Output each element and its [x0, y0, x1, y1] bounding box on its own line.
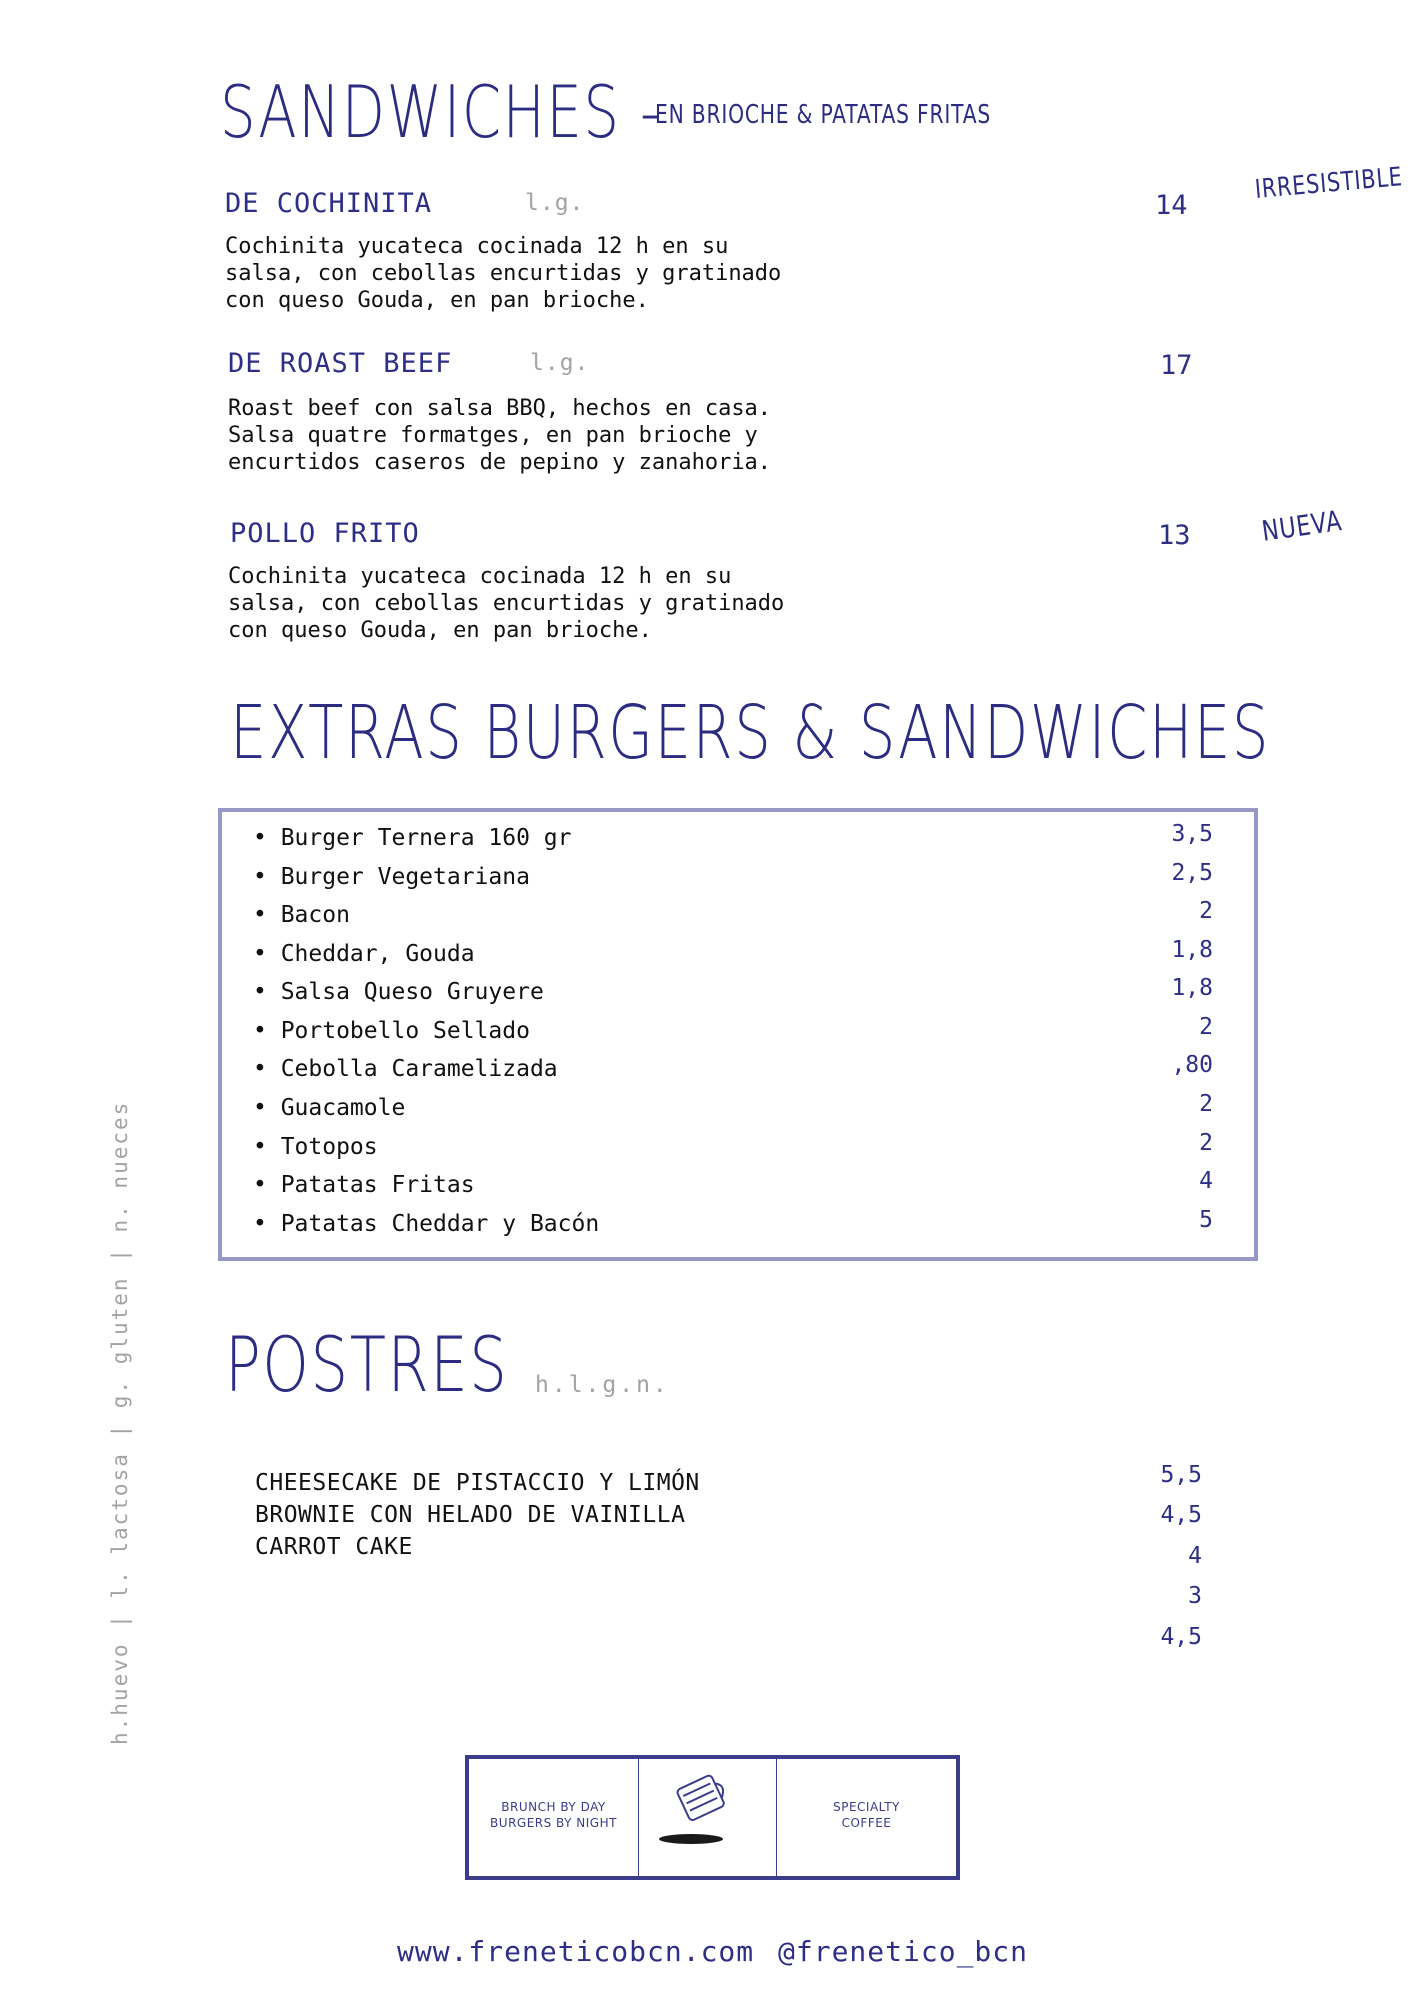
- brand-tagline-cell: [469, 1759, 639, 1876]
- extras-row: [253, 898, 1213, 940]
- sandwich-price: 14: [1155, 190, 1188, 221]
- extras-row: [253, 975, 1213, 1017]
- extras-row: [253, 937, 1213, 979]
- dessert-price: 3: [1188, 1583, 1202, 1609]
- extra-price: 4: [1199, 1168, 1213, 1194]
- brand-coffee-cell: [777, 1759, 956, 1876]
- sandwiches-subheading: EN BRIOCHE & PATATAS FRITAS: [655, 100, 992, 130]
- sandwich-name: DE COCHINITA: [225, 188, 433, 219]
- sandwich-tag: IRRESISTIBLE: [1253, 162, 1404, 205]
- extras-row: [253, 1168, 1213, 1210]
- extras-row: [253, 860, 1213, 902]
- extra-price: 2: [1199, 1014, 1213, 1040]
- extra-price: 1,8: [1171, 975, 1213, 1001]
- extra-price: 2: [1199, 1130, 1213, 1156]
- brand-coffee-label: SPECIALTY COFFEE: [833, 1800, 900, 1830]
- extra-price: 2: [1199, 1091, 1213, 1117]
- extra-name: • Cheddar, Gouda: [253, 941, 475, 967]
- dessert-price: 4,5: [1160, 1502, 1202, 1528]
- extra-price: 3,5: [1171, 821, 1213, 847]
- extra-name: • Patatas Fritas: [253, 1172, 475, 1198]
- dessert-price: 4,5: [1160, 1624, 1202, 1650]
- extra-name: • Bacon: [253, 902, 350, 928]
- extra-price: 5: [1199, 1207, 1213, 1233]
- sandwich-tag: NUEVA: [1259, 503, 1345, 548]
- brand-icon-cell: [639, 1759, 777, 1876]
- sandwich-name: DE ROAST BEEF: [228, 348, 453, 379]
- allergen-legend: h.huevo | l. lactosa | g. gluten | n. nueces: [108, 1100, 132, 1745]
- footer-instagram[interactable]: @frenetico_bcn: [778, 1935, 1029, 1968]
- sandwich-name: POLLO FRITO: [230, 518, 420, 549]
- extra-name: • Portobello Sellado: [253, 1018, 530, 1044]
- sandwich-allergens: l.g.: [525, 190, 585, 216]
- sandwich-description: Cochinita yucateca cocinada 12 h en su salsa, con cebollas encurtidas y gratinado con queso Gouda, en pan brioche.: [225, 234, 782, 313]
- extras-row: [253, 1091, 1213, 1133]
- postres-allergens: h.l.g.n.: [535, 1372, 670, 1398]
- sandwiches-heading: SANDWICHES -: [220, 70, 662, 154]
- extra-name: • Patatas Cheddar y Bacón: [253, 1211, 600, 1237]
- extra-price: 1,8: [1171, 937, 1213, 963]
- extra-price: 2: [1199, 898, 1213, 924]
- extra-name: • Cebolla Caramelizada: [253, 1056, 558, 1082]
- sandwich-price: 17: [1160, 350, 1193, 381]
- dessert-item: CARROT CAKE: [255, 1534, 413, 1560]
- brand-logo-box: [465, 1755, 960, 1880]
- sandwich-allergens: l.g.: [530, 350, 590, 376]
- extras-row: [253, 1014, 1213, 1056]
- extras-row: [253, 1130, 1213, 1172]
- dessert-price: 4: [1188, 1543, 1202, 1569]
- dessert-item: CHEESECAKE DE PISTACCIO Y LIMÓN: [255, 1470, 700, 1496]
- sandwich-description: Cochinita yucateca cocinada 12 h en su salsa, con cebollas encurtidas y gratinado con queso Gouda, en pan brioche.: [228, 564, 785, 643]
- extra-price: ,80: [1171, 1052, 1213, 1078]
- brand-tagline: BRUNCH BY DAY BURGERS BY NIGHT: [490, 1800, 617, 1830]
- sandwich-description: Roast beef con salsa BBQ, hechos en casa. Salsa quatre formatges, en pan brioche y encurtidos caseros de pepino y zanahoria.: [228, 396, 772, 475]
- postres-heading: POSTRES: [225, 1320, 509, 1409]
- extras-row: [253, 1207, 1213, 1249]
- footer-website[interactable]: www.freneticobcn.com: [397, 1935, 755, 1968]
- extra-name: • Salsa Queso Gruyere: [253, 979, 544, 1005]
- dessert-price: 5,5: [1160, 1462, 1202, 1488]
- extras-row: [253, 1052, 1213, 1094]
- spilled-cup-icon: [639, 1759, 777, 1876]
- extras-heading: EXTRAS BURGERS & SANDWICHES: [230, 690, 1271, 776]
- extra-name: • Totopos: [253, 1134, 378, 1160]
- extra-price: 2,5: [1171, 860, 1213, 886]
- extra-name: • Guacamole: [253, 1095, 406, 1121]
- extra-name: • Burger Ternera 160 gr: [253, 825, 572, 851]
- dessert-item: BROWNIE CON HELADO DE VAINILLA: [255, 1502, 686, 1528]
- extras-row: [253, 821, 1213, 863]
- extra-name: • Burger Vegetariana: [253, 864, 530, 890]
- sandwich-price: 13: [1158, 520, 1191, 551]
